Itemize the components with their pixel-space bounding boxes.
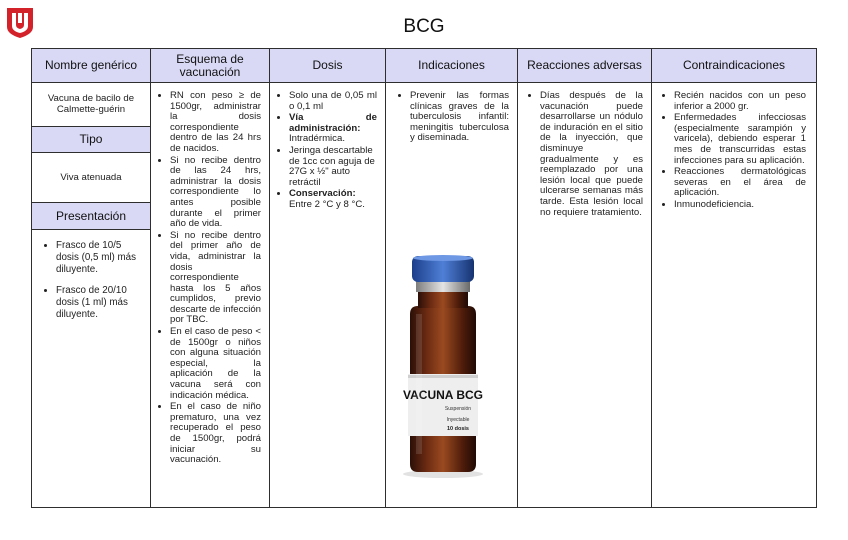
column-dosis: [270, 49, 386, 507]
vial-label-name: VACUNA BCG: [403, 388, 483, 402]
dosis-item: • Solo una de 0,05 ml o 0,1 ml: [289, 90, 377, 112]
presentacion-list: [32, 240, 150, 507]
via-value: Intradérmica.: [289, 133, 345, 145]
header-esquema: Esquema de vacunación: [151, 49, 269, 83]
esquema-item: • Si no recibe dentro del primer año de vida, administrar la dosis correspondiente hasta los 5 años cumplidos, previo descarte de infección por TBC.: [170, 230, 261, 326]
esquema-item: • RN con peso ≥ de 1500gr, administrar la dosis correspondiente dentro de las 24 hrs de nacidos.: [170, 90, 261, 155]
column-contraindicaciones: [652, 49, 816, 507]
contraindicaciones-item: • Inmunodeficiencia.: [674, 199, 806, 211]
vial-label-line2: Inyectable: [446, 417, 470, 423]
dosis-item-via: [289, 112, 377, 145]
header-reacciones: Reacciones adversas: [518, 49, 651, 83]
presentacion-item: • Frasco de 10/5 dosis (0,5 ml) más diluyente.: [56, 240, 140, 275]
header-presentacion: Presentación: [32, 202, 150, 230]
vial-label-line1: Suspensión: [444, 406, 472, 412]
contraindicaciones-item: • Recién nacidos con un peso inferior a 2000 gr.: [674, 90, 806, 112]
reacciones-list: [518, 90, 651, 507]
contraindicaciones-item: • Enfermedades infecciosas (especialmente sarampión y varicela), debiendo esperar 1 mes de transcurridas estas infecciones para su aplicación.: [674, 112, 806, 166]
contraindicaciones-list: [652, 90, 816, 507]
bcg-vaccine-vial-image: [388, 254, 498, 480]
tipo-value: Viva atenuada: [60, 171, 122, 183]
header-tipo: Tipo: [32, 126, 150, 153]
esquema-item: • En el caso de niño prematuro, una vez recuperado el peso de 1500gr, podrá iniciar su vacunación.: [170, 401, 261, 466]
conservacion-value: Entre 2 °C y 8 °C.: [289, 198, 365, 210]
column-esquema: [151, 49, 270, 507]
header-contraindicaciones: Contraindicaciones: [652, 49, 816, 83]
esquema-list: [151, 90, 269, 507]
column-reacciones: [518, 49, 652, 507]
dosis-list: [270, 90, 385, 507]
header-indicaciones: Indicaciones: [386, 49, 517, 83]
esquema-item: • En el caso de peso < de 1500gr o niños con alguna situación especial, la aplicación de la vacuna será con indicación médica.: [170, 326, 261, 401]
via-label: Vía de administración:: [289, 112, 377, 134]
page-title: BCG: [403, 16, 445, 37]
conservacion-label: Conservación:: [289, 188, 356, 200]
presentacion-item: • Frasco de 20/10 dosis (1 ml) más diluyente.: [56, 285, 140, 320]
header-nombre-generico: Nombre genérico: [32, 49, 150, 83]
dosis-item: • Jeringa descartable de 1cc con aguja de 27G x ½" auto retráctil: [289, 145, 377, 188]
dosis-item-conservacion: [289, 188, 377, 210]
column-nombre: [32, 49, 151, 507]
esquema-item: • Si no recibe dentro de las 24 hrs, administrar la dosis correspondiente lo antes posible durante el primer año de vida.: [170, 155, 261, 230]
contraindicaciones-item: • Reacciones dermatológicas severas en el área de aplicación.: [674, 166, 806, 199]
indicaciones-item: • Prevenir las formas clínicas graves de la tuberculosis infantil: meningitis tuberculosa y diseminada.: [410, 90, 509, 144]
nombre-generico-value: Vacuna de bacilo de Calmette-guérin: [47, 93, 135, 115]
reacciones-item: • Días después de la vacunación puede desarrollarse un nódulo de induración en el sitio de la inyección, que disminuye gradualmente y es reemplazado por una lesión local que puede ulcerarse semanas más tarde. Esta lesión local no requiere tratamiento.: [540, 90, 643, 218]
vial-label-dose: 10 dosis: [446, 426, 470, 432]
header-dosis: Dosis: [270, 49, 385, 83]
